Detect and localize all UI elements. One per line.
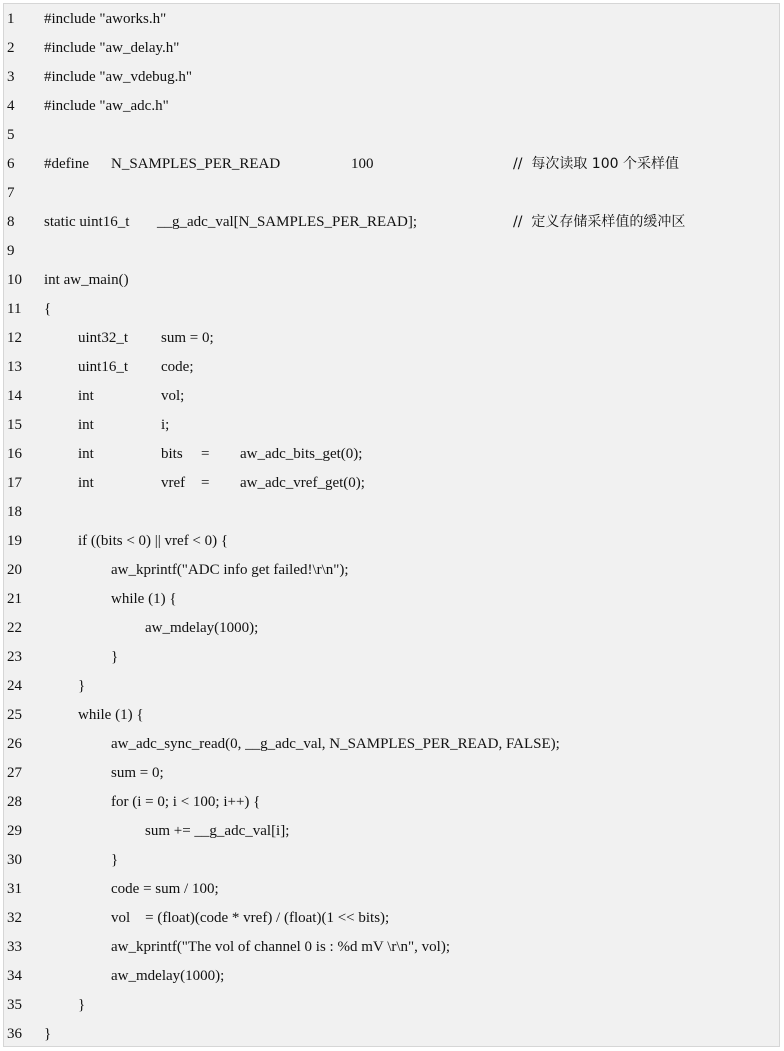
- code-comment: // 每次读取 100 个采样值: [513, 156, 679, 172]
- code-text: #define: [44, 156, 89, 172]
- code-text: code;: [161, 359, 194, 375]
- code-text: sum += __g_adc_val[i];: [145, 823, 290, 839]
- code-line: [4, 440, 779, 469]
- code-text: aw_kprintf("The vol of channel 0 is : %d mV \r\n", vol);: [111, 939, 450, 955]
- line-number: 36: [7, 1026, 22, 1042]
- line-number: 9: [7, 243, 15, 259]
- line-number: 30: [7, 852, 22, 868]
- line-number: 22: [7, 620, 22, 636]
- code-line: [4, 63, 779, 92]
- line-number: 27: [7, 765, 22, 781]
- code-line: [4, 121, 779, 150]
- code-line: [4, 353, 779, 382]
- line-number: 31: [7, 881, 22, 897]
- code-text: #include "aw_adc.h": [44, 98, 169, 114]
- code-line: [4, 382, 779, 411]
- code-line: [4, 150, 779, 179]
- code-line: [4, 614, 779, 643]
- code-text: int: [78, 417, 94, 433]
- code-line: [4, 324, 779, 353]
- code-line: [4, 295, 779, 324]
- code-text: aw_adc_bits_get(0);: [240, 446, 363, 462]
- code-text: if ((bits < 0) || vref < 0) {: [78, 533, 229, 549]
- code-line: [4, 991, 779, 1020]
- line-number: 21: [7, 591, 22, 607]
- code-text: static uint16_t: [44, 214, 130, 230]
- code-text: int: [78, 475, 94, 491]
- code-text: N_SAMPLES_PER_READ: [111, 156, 281, 172]
- code-text: while (1) {: [78, 707, 144, 723]
- line-number: 25: [7, 707, 22, 723]
- code-text: vref: [161, 475, 186, 491]
- code-line: [4, 498, 779, 527]
- code-line: [4, 730, 779, 759]
- line-number: 7: [7, 185, 15, 201]
- code-line: [4, 92, 779, 121]
- code-line: [4, 759, 779, 788]
- line-number: 1: [7, 11, 15, 27]
- line-number: 11: [7, 301, 22, 317]
- line-number: 26: [7, 736, 22, 752]
- code-line: [4, 672, 779, 701]
- line-number: 4: [7, 98, 15, 114]
- code-line: [4, 1020, 779, 1049]
- code-text: #include "aworks.h": [44, 11, 167, 27]
- code-text: sum = 0;: [111, 765, 164, 781]
- code-text: aw_adc_sync_read(0, __g_adc_val, N_SAMPLES_PER_READ, FALSE);: [111, 736, 560, 752]
- code-text: int: [78, 388, 94, 404]
- code-line: [4, 411, 779, 440]
- code-text: while (1) {: [111, 591, 177, 607]
- code-text: aw_mdelay(1000);: [111, 968, 225, 984]
- code-line: [4, 904, 779, 933]
- code-listing: [3, 3, 780, 1047]
- code-line: [4, 266, 779, 295]
- code-text: {: [44, 301, 52, 317]
- line-number: 33: [7, 939, 22, 955]
- line-number: 19: [7, 533, 22, 549]
- code-text: #include "aw_delay.h": [44, 40, 180, 56]
- line-number: 17: [7, 475, 22, 491]
- code-text: aw_adc_vref_get(0);: [240, 475, 365, 491]
- code-text: __g_adc_val[N_SAMPLES_PER_READ];: [157, 214, 417, 230]
- code-text: bits: [161, 446, 183, 462]
- code-comment: // 定义存储采样值的缓冲区: [513, 214, 686, 230]
- code-text: vol;: [161, 388, 185, 404]
- code-text: uint16_t: [78, 359, 129, 375]
- code-line: [4, 5, 779, 34]
- line-number: 6: [7, 156, 15, 172]
- line-number: 32: [7, 910, 22, 926]
- code-line: [4, 846, 779, 875]
- code-text: }: [78, 997, 86, 1013]
- line-number: 28: [7, 794, 22, 810]
- code-line: [4, 527, 779, 556]
- code-text: aw_kprintf("ADC info get failed!\r\n");: [111, 562, 349, 578]
- code-line: [4, 237, 779, 266]
- code-line: [4, 179, 779, 208]
- code-text: uint32_t: [78, 330, 129, 346]
- line-number: 15: [7, 417, 22, 433]
- line-number: 8: [7, 214, 15, 230]
- code-text: =: [201, 475, 210, 491]
- code-line: [4, 469, 779, 498]
- line-number: 20: [7, 562, 22, 578]
- code-line: [4, 788, 779, 817]
- code-text: }: [78, 678, 86, 694]
- code-text: 100: [351, 156, 374, 172]
- code-line: [4, 962, 779, 991]
- line-number: 13: [7, 359, 22, 375]
- code-text: sum = 0;: [161, 330, 214, 346]
- code-text: =: [201, 446, 210, 462]
- line-number: 12: [7, 330, 22, 346]
- line-number: 24: [7, 678, 22, 694]
- line-number: 34: [7, 968, 22, 984]
- line-number: 18: [7, 504, 22, 520]
- code-text: vol = (float)(code * vref) / (float)(1 << bits);: [111, 910, 390, 926]
- code-text: i;: [161, 417, 170, 433]
- code-line: [4, 643, 779, 672]
- code-text: int aw_main(): [44, 272, 129, 288]
- code-line: [4, 208, 779, 237]
- code-text: aw_mdelay(1000);: [145, 620, 259, 636]
- code-text: }: [111, 649, 119, 665]
- line-number: 35: [7, 997, 22, 1013]
- line-number: 16: [7, 446, 22, 462]
- line-number: 10: [7, 272, 22, 288]
- code-line: [4, 875, 779, 904]
- line-number: 2: [7, 40, 15, 56]
- code-text: for (i = 0; i < 100; i++) {: [111, 794, 261, 810]
- code-line: [4, 34, 779, 63]
- code-text: code = sum / 100;: [111, 881, 219, 897]
- line-number: 3: [7, 69, 15, 85]
- code-text: }: [44, 1026, 52, 1042]
- line-number: 5: [7, 127, 15, 143]
- line-number: 23: [7, 649, 22, 665]
- code-line: [4, 933, 779, 962]
- code-text: #include "aw_vdebug.h": [44, 69, 193, 85]
- code-line: [4, 556, 779, 585]
- code-line: [4, 585, 779, 614]
- code-text: int: [78, 446, 94, 462]
- line-number: 14: [7, 388, 22, 404]
- code-text: }: [111, 852, 119, 868]
- code-line: [4, 701, 779, 730]
- line-number: 29: [7, 823, 22, 839]
- code-line: [4, 817, 779, 846]
